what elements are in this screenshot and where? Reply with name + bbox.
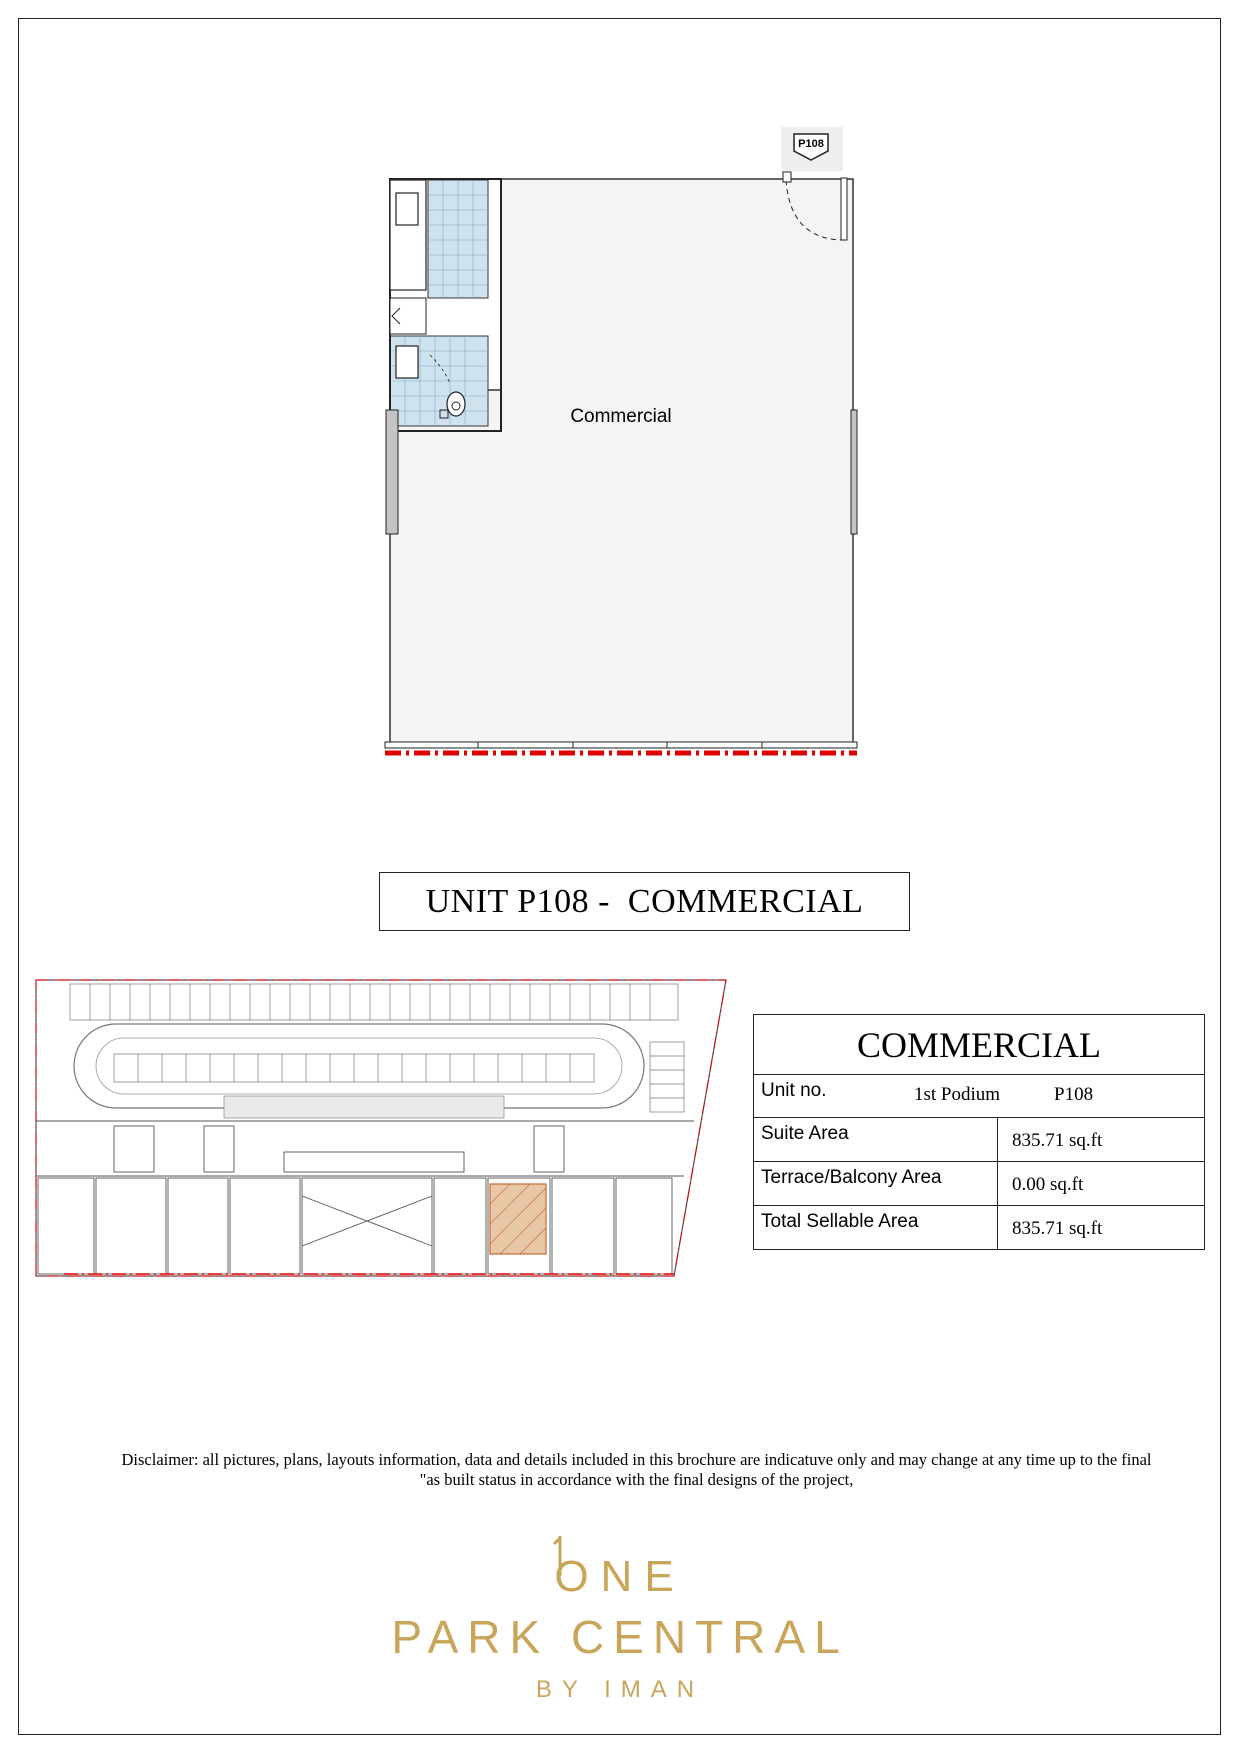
- suite-area-label: Suite Area: [754, 1118, 998, 1161]
- brand-logo: [380, 1530, 860, 1710]
- podium-value: 1st Podium: [914, 1084, 1001, 1105]
- glazing-left: [386, 410, 398, 534]
- logo-line-by-iman: BY IMAN: [535, 1676, 705, 1703]
- table-heading: COMMERCIAL: [754, 1015, 1204, 1075]
- facade-glazing: [385, 742, 857, 748]
- sink-lower: [396, 346, 418, 378]
- suite-area-value: 835.71 sq.ft: [1012, 1130, 1103, 1151]
- key-plan: [34, 976, 734, 1281]
- unit-floor-plan: [370, 120, 870, 770]
- unit-title: UNIT P108 - COMMERCIAL: [379, 872, 910, 931]
- disclaimer: [60, 1450, 1213, 1490]
- terrace-area-label: Terrace/Balcony Area: [754, 1162, 998, 1205]
- area-summary-table: [753, 1014, 1205, 1250]
- highlighted-unit-p108: [490, 1184, 546, 1254]
- table-row: [754, 1118, 1204, 1162]
- logo-line-park-central: PARK CENTRAL: [391, 1611, 849, 1663]
- sink-upper: [396, 193, 418, 225]
- entry-door-leaf: [841, 178, 847, 240]
- disclaimer-line-1: Disclaimer: all pictures, plans, layouts information, data and details included in this brochure are indicatuve only and may change at any time up to the final: [121, 1450, 1152, 1469]
- terrace-area-value: 0.00 sq.ft: [1012, 1174, 1084, 1195]
- total-area-label: Total Sellable Area: [754, 1206, 998, 1249]
- disclaimer-line-2: "as built status in accordance with the final designs of the project,: [419, 1470, 854, 1489]
- logo-line-one: ONE: [554, 1552, 686, 1601]
- unit-tag-label: P108: [798, 138, 824, 150]
- storage-niche: [390, 298, 426, 334]
- room-label-commercial: Commercial: [570, 406, 672, 427]
- table-row: [754, 1162, 1204, 1206]
- glazing-right: [851, 410, 857, 534]
- hatched-core: [224, 1096, 504, 1118]
- table-row: [754, 1206, 1204, 1249]
- unit-no-label: Unit no.: [761, 1080, 827, 1101]
- unit-code-value: P108: [1054, 1084, 1094, 1105]
- toilet-icon: [447, 392, 465, 416]
- total-area-value: 835.71 sq.ft: [1012, 1218, 1103, 1239]
- unit-no-row: [754, 1075, 1204, 1118]
